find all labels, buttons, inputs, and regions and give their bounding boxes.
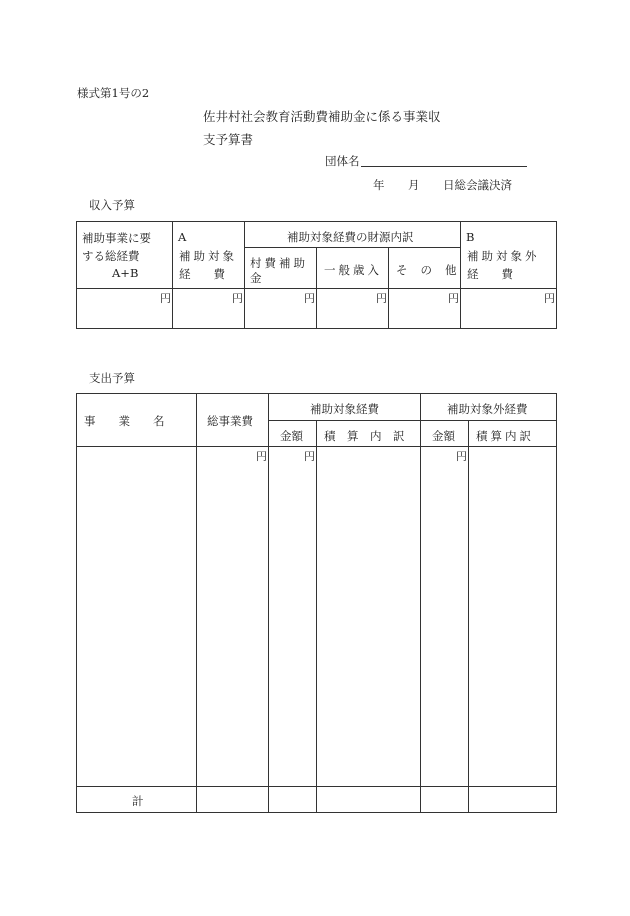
expense-col-breakdown-ineligible: 積算内訳: [476, 429, 534, 443]
income-col-a-line1: 補助対象: [179, 249, 237, 263]
expense-col-amount-ineligible: 金額: [432, 429, 455, 443]
form-number: 様式第1号の2: [77, 86, 150, 100]
date-resolution-label: 日総会議決済: [443, 178, 512, 192]
document-title-line2: 支予算書: [203, 132, 254, 147]
income-col-total-line3: A+B: [112, 266, 139, 280]
document-title-line1: 佐井村社会教育活動費補助金に係る事業収: [203, 109, 441, 124]
income-yen-village: 円: [304, 292, 315, 305]
expense-section-title: 支出予算: [89, 371, 135, 385]
income-col-a-mark: A: [178, 230, 187, 244]
income-col-village-line1: 村費補助: [250, 256, 308, 270]
income-col-general: 一般歳入: [324, 263, 382, 277]
expense-col-total: 総事業費: [207, 414, 253, 428]
expense-col-amount: 金額: [280, 429, 303, 443]
expense-yen-eligible: 円: [304, 450, 315, 463]
income-yen-other: 円: [448, 292, 459, 305]
expense-yen-total: 円: [256, 450, 267, 463]
organization-label: 団体名: [325, 154, 360, 168]
income-col-b-line2: 経 費: [467, 267, 513, 281]
income-col-other: その他: [396, 263, 470, 277]
income-col-village-line2: 金: [250, 271, 262, 285]
income-yen-b: 円: [544, 292, 555, 305]
expense-total-label: 計: [132, 794, 144, 808]
expense-yen-ineligible: 円: [456, 450, 467, 463]
expense-group-ineligible: 補助対象外経費: [447, 402, 528, 416]
income-col-total-line1: 補助事業に要: [82, 231, 151, 245]
income-col-b-mark: B: [466, 230, 475, 244]
income-col-b-line1: 補助対象外: [467, 249, 540, 263]
income-yen-a: 円: [232, 292, 243, 305]
expense-col-breakdown: 積 算 内 訳: [324, 429, 405, 443]
income-yen-general: 円: [376, 292, 387, 305]
expense-group-eligible: 補助対象経費: [310, 402, 379, 416]
organization-name-underline: [361, 166, 527, 167]
date-year-label: 年: [373, 178, 385, 192]
income-col-total-line2: する総経費: [82, 249, 140, 263]
date-month-label: 月: [408, 178, 420, 192]
income-col-a-line2: 経 費: [179, 267, 225, 281]
income-yen-total: 円: [160, 292, 171, 305]
expense-col-project: 事 業 名: [84, 414, 165, 428]
income-section-title: 収入予算: [89, 198, 135, 212]
income-funding-header: 補助対象経費の財源内訳: [287, 230, 414, 244]
